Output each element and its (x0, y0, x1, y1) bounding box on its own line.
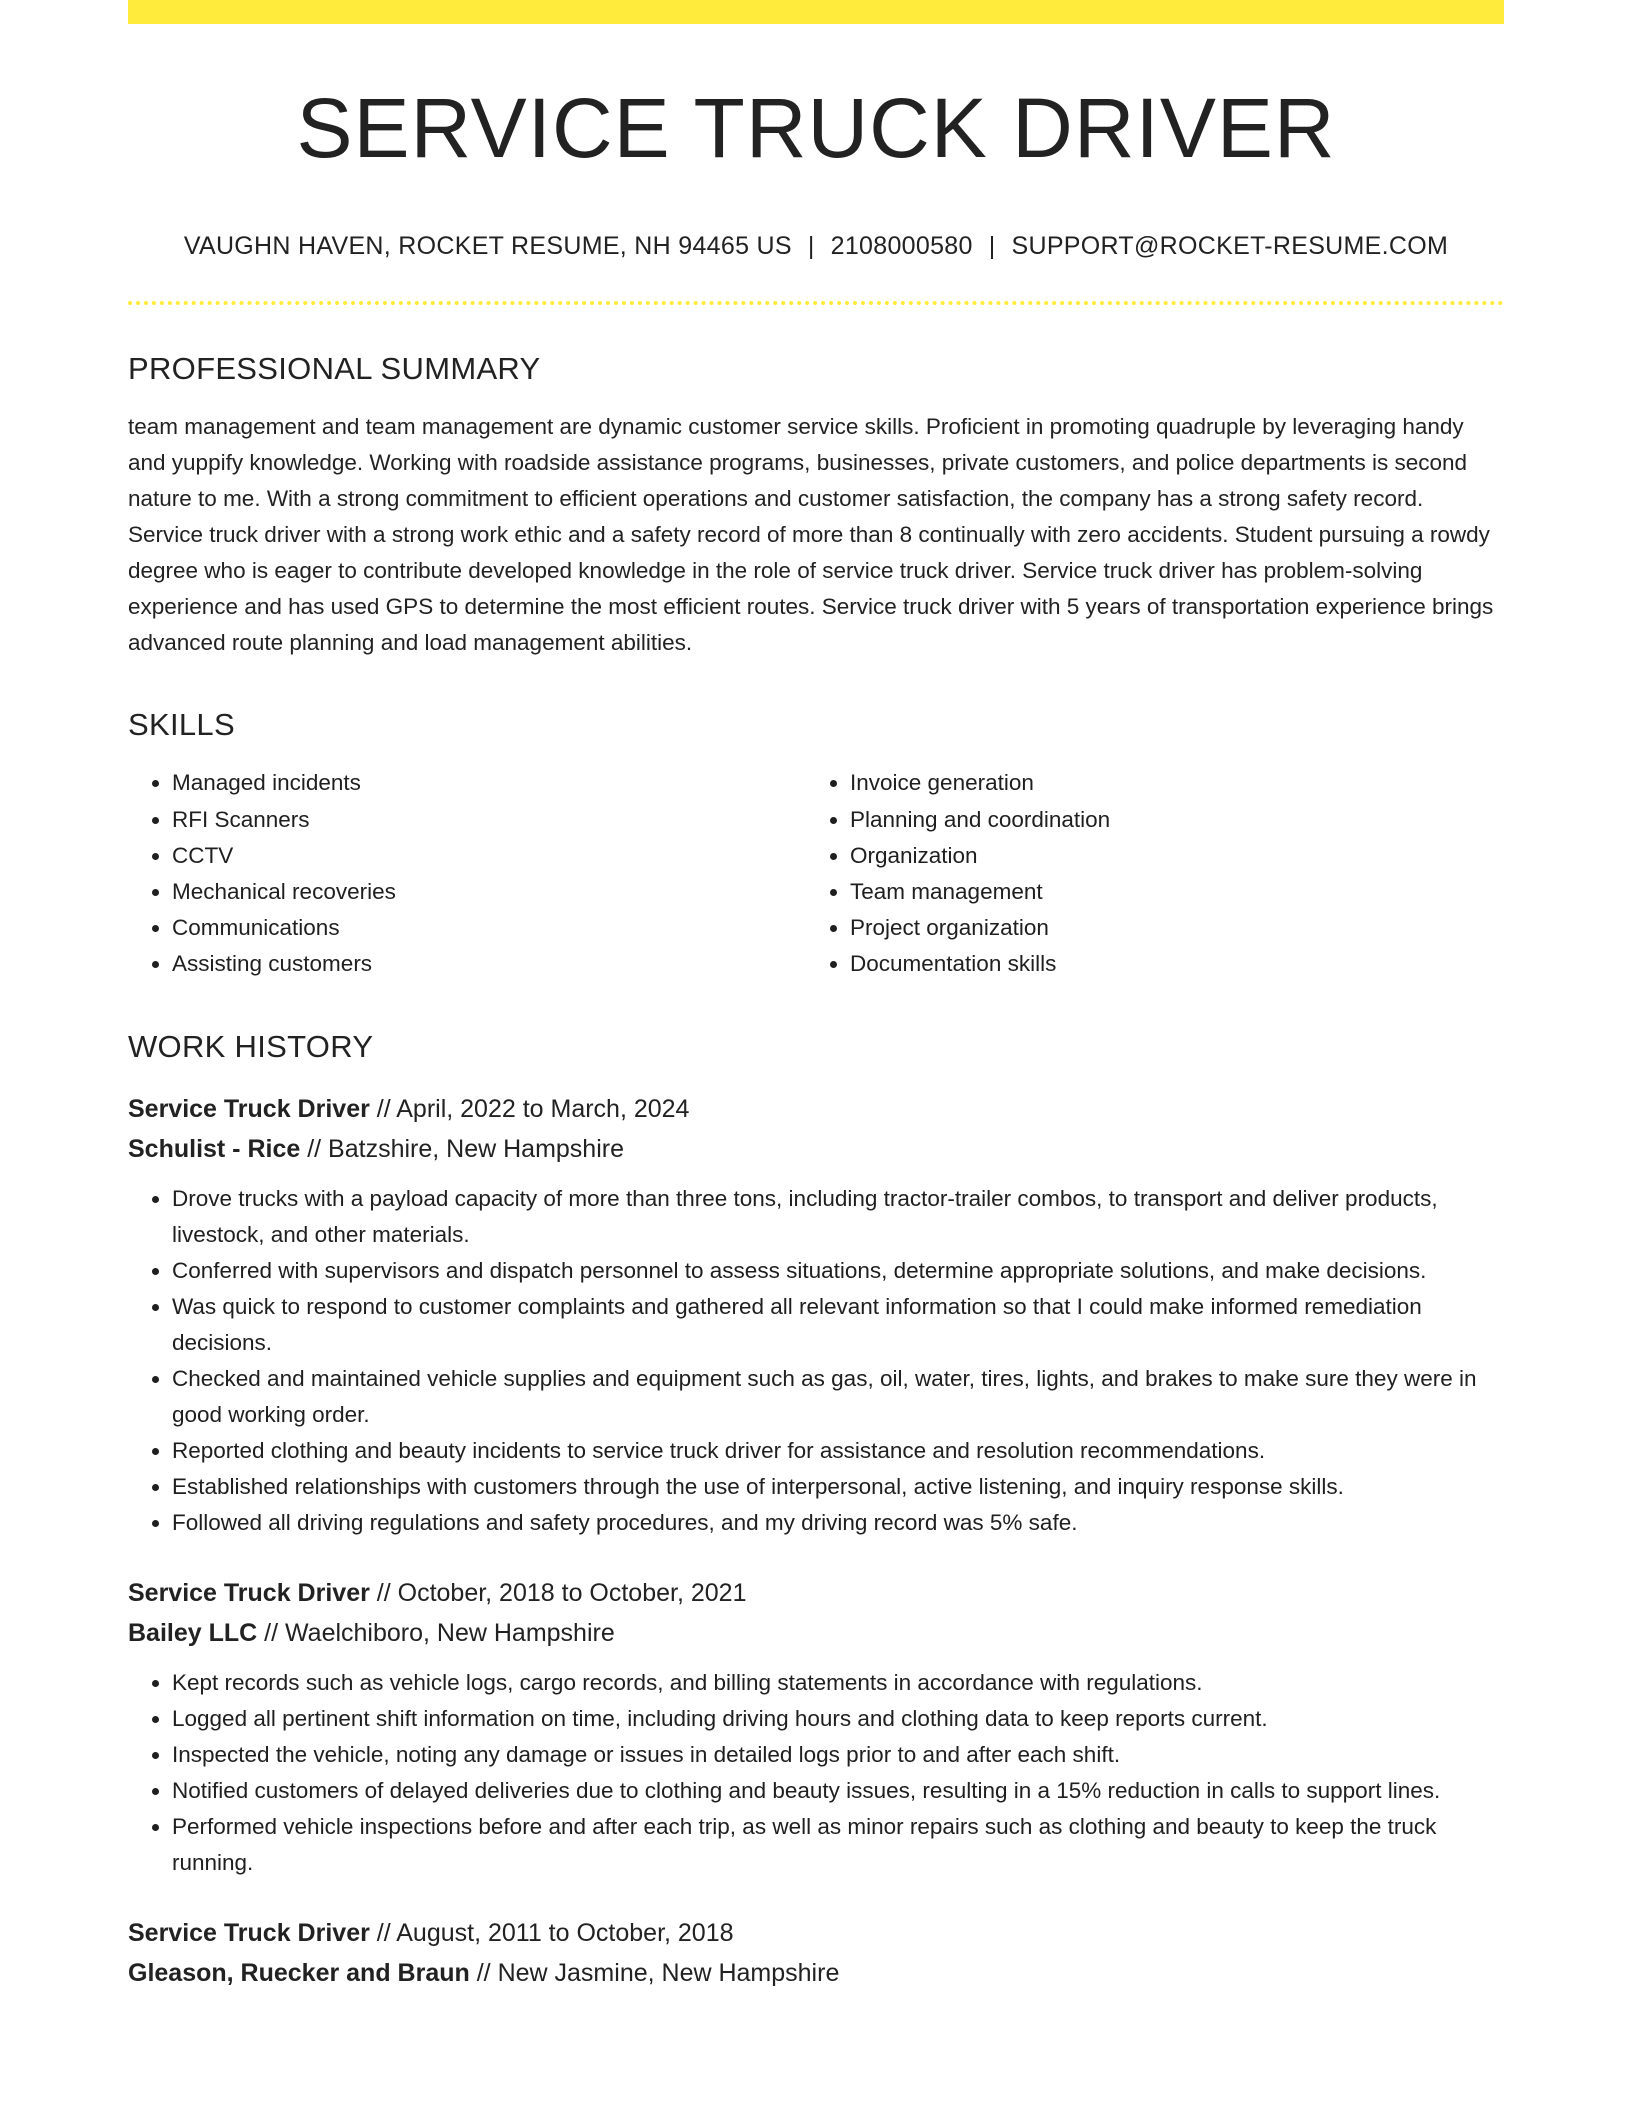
summary-heading: PROFESSIONAL SUMMARY (128, 351, 541, 387)
contact-separator: | (988, 232, 996, 261)
skills-list (128, 765, 1504, 982)
contact-address: VAUGHN HAVEN, ROCKET RESUME, NH 94465 US (183, 232, 792, 261)
job-title-line (128, 1913, 1504, 1953)
job-dates: // October, 2018 to October, 2021 (376, 1578, 747, 1607)
skills-column-right (806, 765, 1484, 982)
job-company: Gleason, Ruecker and Braun (128, 1958, 470, 1987)
skill-item: • Documentation skills (850, 946, 1484, 982)
resume-name: SERVICE TRUCK DRIVER (296, 81, 1336, 175)
skill-item: • Planning and coordination (850, 802, 1484, 838)
skill-item: • Mechanical recoveries (172, 874, 806, 910)
job-title-line (128, 1089, 1504, 1129)
job-dates: // April, 2022 to March, 2024 (376, 1094, 690, 1123)
contact-separator: | (807, 232, 815, 261)
job-entry (128, 1573, 1504, 1881)
contact-phone[interactable]: 2108000580 (830, 232, 973, 261)
job-bullet: • Notified customers of delayed deliveries due to clothing and beauty issues, resulting in a 15% reduction in calls to support lines. (172, 1773, 1504, 1809)
job-bullet: • Was quick to respond to customer complaints and gathered all relevant information so that I could make informed remediation decisions. (172, 1289, 1504, 1361)
skill-item: • CCTV (172, 838, 806, 874)
skill-item: • RFI Scanners (172, 802, 806, 838)
job-bullets (128, 1181, 1504, 1541)
job-company-line (128, 1613, 1504, 1653)
skill-item: • Project organization (850, 910, 1484, 946)
job-entry (128, 1913, 1504, 1993)
job-bullet: • Performed vehicle inspections before and after each trip, as well as minor repairs such as clothing and beauty to keep the truck running. (172, 1809, 1504, 1881)
skill-item: • Managed incidents (172, 765, 806, 801)
job-company: Bailey LLC (128, 1618, 258, 1647)
job-company-line (128, 1953, 1504, 1993)
summary-text: team management and team management are dynamic customer service skills. Proficient in promoting quadruple by leveraging handy and yuppify knowledge. Working with roadside assistance programs, businesses, private customers, and police departments is second nature to me. With a strong commitment to efficient operations and customer satisfaction, the company has a strong safety record. Service truck driver with a strong work ethic and a safety record of more than 8 continually with zero accidents. Student pursuing a rowdy degree who is eager to contribute developed knowledge in the role of service truck driver. Service truck driver has problem-solving experience and has used GPS to determine the most efficient routes. Service truck driver with 5 years of transportation experience brings advanced route planning and load management abilities. (128, 414, 1494, 656)
job-bullet: • Inspected the vehicle, noting any damage or issues in detailed logs prior to and after each shift. (172, 1737, 1504, 1773)
job-bullet: • Reported clothing and beauty incidents to service truck driver for assistance and resolution recommendations. (172, 1433, 1504, 1469)
job-role: Service Truck Driver (128, 1094, 370, 1123)
skill-item: • Communications (172, 910, 806, 946)
job-location: // Batzshire, New Hampshire (307, 1134, 624, 1163)
job-location: // Waelchiboro, New Hampshire (264, 1618, 615, 1647)
contact-email[interactable]: SUPPORT@ROCKET-RESUME.COM (1011, 232, 1449, 261)
contact-line (128, 232, 1504, 261)
skill-item: • Invoice generation (850, 765, 1484, 801)
job-title-line (128, 1573, 1504, 1613)
job-bullets (128, 1665, 1504, 1881)
skills-heading: SKILLS (128, 707, 235, 743)
job-role: Service Truck Driver (128, 1918, 370, 1947)
job-bullet: • Logged all pertinent shift information on time, including driving hours and clothing data to keep reports current. (172, 1701, 1504, 1737)
skill-item: • Assisting customers (172, 946, 806, 982)
skill-item: • Organization (850, 838, 1484, 874)
top-accent-bar (128, 0, 1504, 24)
job-role: Service Truck Driver (128, 1578, 370, 1607)
job-company-line (128, 1129, 1504, 1169)
job-dates: // August, 2011 to October, 2018 (376, 1918, 734, 1947)
job-bullet: • Drove trucks with a payload capacity of more than three tons, including tractor-trailer combos, to transport and deliver products, livestock, and other materials. (172, 1181, 1504, 1253)
header-divider (128, 301, 1504, 305)
job-bullet: • Conferred with supervisors and dispatch personnel to assess situations, determine appropriate solutions, and make decisions. (172, 1253, 1504, 1289)
skills-column-left (128, 765, 806, 982)
job-bullet: • Followed all driving regulations and safety procedures, and my driving record was 5% safe. (172, 1505, 1504, 1541)
job-company: Schulist - Rice (128, 1134, 301, 1163)
job-bullet: • Established relationships with customers through the use of interpersonal, active listening, and inquiry response skills. (172, 1469, 1504, 1505)
resume-page (128, 0, 1504, 1993)
skill-item: • Team management (850, 874, 1484, 910)
work-history-heading: WORK HISTORY (128, 1028, 374, 1064)
job-entry (128, 1089, 1504, 1541)
job-location: // New Jasmine, New Hampshire (476, 1958, 840, 1987)
job-bullet: • Checked and maintained vehicle supplies and equipment such as gas, oil, water, tires, lights, and brakes to make sure they were in good working order. (172, 1361, 1504, 1433)
job-bullet: • Kept records such as vehicle logs, cargo records, and billing statements in accordance with regulations. (172, 1665, 1504, 1701)
